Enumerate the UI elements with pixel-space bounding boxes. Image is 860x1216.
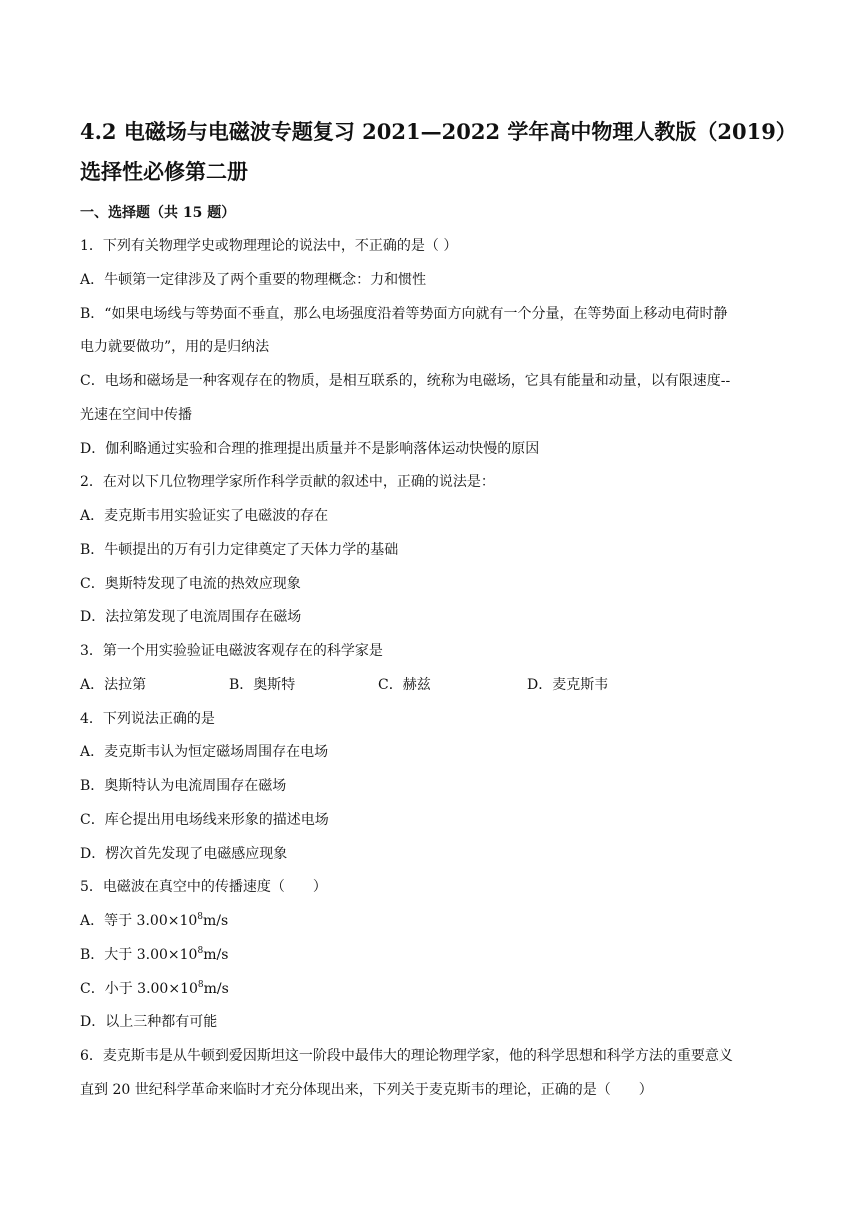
question-4-option-a: A．麦克斯韦认为恒定磁场周围存在电场 bbox=[80, 744, 329, 760]
question-2-option-b: B．牛顿提出的万有引力定律奠定了天体力学的基础 bbox=[80, 542, 399, 558]
question-5-option-b bbox=[80, 947, 795, 963]
question-6-stem-line-2: 直到 20 世纪科学革命来临时才充分体现出来，下列关于麦克斯韦的理论，正确的是（ ） bbox=[80, 1082, 653, 1098]
question-1-option-b-line-1: B．“如果电场线与等势面不垂直，那么电场强度沿着等势面方向就有一个分量，在等势面上移动电荷时静 bbox=[80, 306, 728, 322]
question-2-option-c: C．奥斯特发现了电流的热效应现象 bbox=[80, 576, 301, 592]
question-4-stem: 4．下列说法正确的是 bbox=[80, 711, 215, 727]
question-4-option-b: B．奥斯特认为电流周围存在磁场 bbox=[80, 778, 287, 794]
option-a-text: A．等于 3.00×10 bbox=[80, 913, 198, 929]
question-2-option-a: A．麦克斯韦用实验证实了电磁波的存在 bbox=[80, 508, 329, 524]
question-5-option-a bbox=[80, 913, 795, 929]
unit: m/s bbox=[203, 947, 229, 963]
question-3-option-d: D．麦克斯韦 bbox=[527, 677, 609, 693]
question-2-option-d: D．法拉第发现了电流周围存在磁场 bbox=[80, 609, 302, 625]
question-3-option-a: A．法拉第 bbox=[80, 677, 147, 693]
question-1-stem: 1．下列有关物理学史或物理理论的说法中，不正确的是（ ） bbox=[80, 238, 458, 254]
unit: m/s bbox=[203, 981, 229, 997]
document-title-line-1: 4.2 电磁场与电磁波专题复习 2021—2022 学年高中物理人教版（2019） bbox=[80, 119, 797, 144]
question-3-option-b: B．奥斯特 bbox=[229, 677, 296, 693]
unit: m/s bbox=[203, 913, 229, 929]
question-5-option-d: D．以上三种都有可能 bbox=[80, 1014, 218, 1030]
exponent: 8 bbox=[197, 980, 204, 990]
question-1-option-d: D．伽利略通过实验和合理的推理提出质量并不是影响落体运动快慢的原因 bbox=[80, 441, 540, 457]
question-2-stem: 2．在对以下几位物理学家所作科学贡献的叙述中，正确的说法是： bbox=[80, 474, 495, 490]
question-1-option-c-line-1: C．电场和磁场是一种客观存在的物质，是相互联系的，统称为电磁场，它具有能量和动量，以有限速度-- bbox=[80, 373, 731, 389]
question-5-stem: 5．电磁波在真空中的传播速度（ ） bbox=[80, 879, 327, 895]
option-b-text: B．大于 3.00×10 bbox=[80, 947, 198, 963]
question-5-option-c bbox=[80, 981, 795, 997]
section-heading: 一、选择题（共 15 题） bbox=[80, 205, 236, 221]
question-4-option-d: D．楞次首先发现了电磁感应现象 bbox=[80, 846, 288, 862]
exponent: 8 bbox=[197, 946, 204, 956]
document-title-line-2: 选择性必修第二册 bbox=[80, 159, 248, 184]
question-4-option-c: C．库仑提出用电场线来形象的描述电场 bbox=[80, 812, 329, 828]
question-3-option-c: C．赫兹 bbox=[378, 677, 431, 693]
question-6-stem-line-1: 6．麦克斯韦是从牛顿到爱因斯坦这一阶段中最伟大的理论物理学家，他的科学思想和科学方法的重要意义 bbox=[80, 1048, 733, 1064]
exponent: 8 bbox=[197, 912, 204, 922]
question-1-option-a: A．牛顿第一定律涉及了两个重要的物理概念：力和惯性 bbox=[80, 272, 427, 288]
question-3-stem: 3．第一个用实验验证电磁波客观存在的科学家是 bbox=[80, 643, 383, 659]
question-1-option-c-line-2: 光速在空间中传播 bbox=[80, 407, 192, 423]
option-c-text: C．小于 3.00×10 bbox=[80, 981, 198, 997]
question-1-option-b-line-2: 电力就要做功”，用的是归纳法 bbox=[80, 339, 270, 355]
